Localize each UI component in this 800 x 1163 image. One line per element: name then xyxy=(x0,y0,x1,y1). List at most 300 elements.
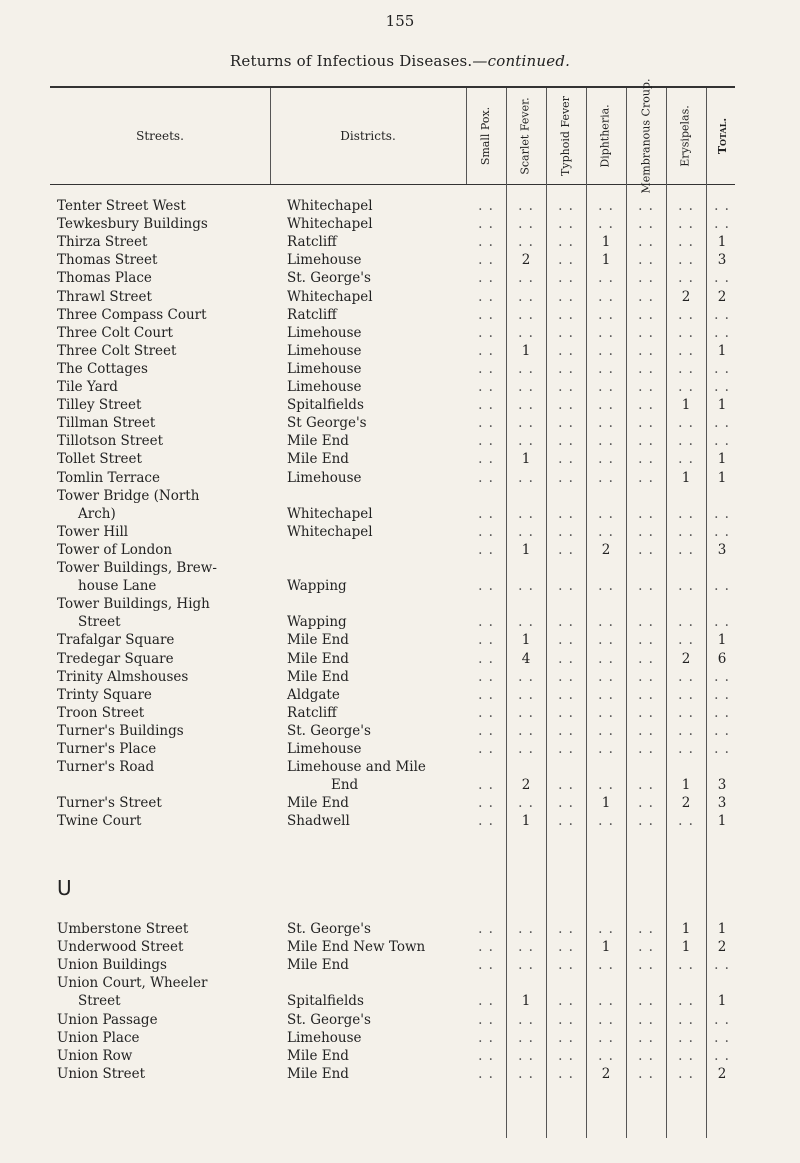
district-name: Limehouse xyxy=(287,324,362,341)
empty-cell: . . xyxy=(558,342,574,359)
street-name: Umberstone Street xyxy=(57,921,189,937)
empty-cell: . . xyxy=(638,1029,654,1046)
empty-cell: . . xyxy=(598,505,614,522)
column-divider xyxy=(546,88,547,1138)
district-name: Shadwell xyxy=(287,813,350,830)
street-name: Tower of London xyxy=(57,541,173,558)
empty-cell: . . xyxy=(714,523,730,540)
empty-cell: . . xyxy=(478,451,494,468)
empty-cell: . . xyxy=(714,957,730,974)
empty-cell: . . xyxy=(638,813,654,830)
empty-cell: . . xyxy=(598,632,614,649)
street-name: Turner's Road xyxy=(57,759,155,776)
empty-cell: . . xyxy=(714,686,730,703)
empty-cell: . . xyxy=(558,198,574,214)
empty-cell: . . xyxy=(558,1065,574,1082)
district-name: Spitalfields xyxy=(287,397,364,414)
empty-cell: . . xyxy=(678,686,694,703)
empty-cell: . . xyxy=(518,741,534,757)
empty-cell: . . xyxy=(558,324,574,341)
empty-cell: . . xyxy=(638,578,654,595)
column-divider xyxy=(270,88,271,184)
title-suffix: —continued. xyxy=(472,52,571,70)
street-name-cont: Street xyxy=(78,993,121,1010)
empty-cell: . . xyxy=(638,505,654,522)
empty-cell: . . xyxy=(678,216,694,233)
empty-cell: . . xyxy=(598,415,614,432)
street-name: Three Colt Street xyxy=(57,342,177,359)
count-cell: 1 xyxy=(521,993,531,1010)
empty-cell: . . xyxy=(518,704,534,721)
empty-cell: . . xyxy=(714,433,730,450)
empty-cell: . . xyxy=(598,777,614,794)
section-letter: U xyxy=(57,876,72,900)
count-cell: 1 xyxy=(717,921,727,937)
empty-cell: . . xyxy=(638,741,654,757)
empty-cell: . . xyxy=(678,234,694,251)
empty-cell: . . xyxy=(558,939,574,956)
empty-cell: . . xyxy=(518,722,534,739)
empty-cell: . . xyxy=(638,939,654,956)
district-name: Ratcliff xyxy=(287,234,337,251)
empty-cell: . . xyxy=(638,777,654,794)
count-cell: 1 xyxy=(521,451,531,468)
empty-cell: . . xyxy=(598,650,614,667)
empty-cell: . . xyxy=(558,722,574,739)
empty-cell: . . xyxy=(558,379,574,395)
street-name: Union Place xyxy=(57,1029,140,1046)
empty-cell: . . xyxy=(678,433,694,450)
empty-cell: . . xyxy=(558,523,574,540)
empty-cell: . . xyxy=(714,415,730,432)
empty-cell: . . xyxy=(478,469,494,486)
count-cell: 1 xyxy=(681,777,691,794)
empty-cell: . . xyxy=(714,741,730,757)
header-small-pox xyxy=(466,88,506,184)
empty-cell: . . xyxy=(518,939,534,956)
empty-cell: . . xyxy=(638,324,654,341)
district-name: Limehouse xyxy=(287,469,362,486)
empty-cell: . . xyxy=(678,813,694,830)
empty-cell: . . xyxy=(478,1065,494,1082)
empty-cell: . . xyxy=(478,433,494,450)
empty-cell: . . xyxy=(478,777,494,794)
street-name: Tillman Street xyxy=(57,415,156,432)
empty-cell: . . xyxy=(678,578,694,595)
empty-cell: . . xyxy=(678,342,694,359)
empty-cell: . . xyxy=(558,813,574,830)
empty-cell: . . xyxy=(678,1065,694,1082)
empty-cell: . . xyxy=(714,379,730,395)
street-name: Tower Buildings, High xyxy=(57,596,210,613)
empty-cell: . . xyxy=(478,198,494,214)
count-cell: 1 xyxy=(717,397,727,414)
empty-cell: . . xyxy=(598,704,614,721)
street-name-cont: house Lane xyxy=(78,578,157,595)
empty-cell: . . xyxy=(638,704,654,721)
empty-cell: . . xyxy=(638,451,654,468)
empty-cell: . . xyxy=(518,686,534,703)
street-name: Turner's Place xyxy=(57,741,157,757)
header-scarlet-fever xyxy=(506,88,546,184)
empty-cell: . . xyxy=(558,252,574,269)
empty-cell: . . xyxy=(638,469,654,486)
empty-cell: . . xyxy=(478,1047,494,1064)
empty-cell: . . xyxy=(598,397,614,414)
empty-cell: . . xyxy=(518,198,534,214)
count-cell: 1 xyxy=(521,342,531,359)
empty-cell: . . xyxy=(598,578,614,595)
empty-cell: . . xyxy=(478,234,494,251)
empty-cell: . . xyxy=(714,578,730,595)
empty-cell: . . xyxy=(714,306,730,323)
district-name: Whitechapel xyxy=(287,216,373,233)
district-name: Spitalfields xyxy=(287,993,364,1010)
street-name: Turner's Buildings xyxy=(57,722,184,739)
empty-cell: . . xyxy=(558,614,574,631)
empty-cell: . . xyxy=(478,379,494,395)
empty-cell: . . xyxy=(478,1011,494,1028)
street-name: Tile Yard xyxy=(57,379,118,395)
empty-cell: . . xyxy=(558,360,574,377)
street-name: Thomas Street xyxy=(57,252,158,269)
empty-cell: . . xyxy=(518,234,534,251)
empty-cell: . . xyxy=(518,270,534,287)
empty-cell: . . xyxy=(638,234,654,251)
district-name: Aldgate xyxy=(287,686,340,703)
empty-cell: . . xyxy=(518,795,534,812)
district-name: St George's xyxy=(287,415,367,432)
empty-cell: . . xyxy=(714,614,730,631)
empty-cell: . . xyxy=(598,993,614,1010)
district-name: Mile End xyxy=(287,957,349,974)
count-cell: 2 xyxy=(717,1065,727,1082)
empty-cell: . . xyxy=(598,668,614,685)
empty-cell: . . xyxy=(478,668,494,685)
empty-cell: . . xyxy=(638,541,654,558)
empty-cell: . . xyxy=(598,1011,614,1028)
empty-cell: . . xyxy=(478,650,494,667)
empty-cell: . . xyxy=(518,433,534,450)
count-cell: 2 xyxy=(681,650,691,667)
header-diphtheria xyxy=(586,88,626,184)
empty-cell: . . xyxy=(678,451,694,468)
district-name: Limehouse xyxy=(287,360,362,377)
empty-cell: . . xyxy=(638,379,654,395)
empty-cell: . . xyxy=(714,1011,730,1028)
street-name: Tewkesbury Buildings xyxy=(57,216,208,233)
empty-cell: . . xyxy=(638,306,654,323)
count-cell: 1 xyxy=(521,813,531,830)
empty-cell: . . xyxy=(638,397,654,414)
count-cell: 1 xyxy=(601,234,611,251)
count-cell: 1 xyxy=(521,632,531,649)
empty-cell: . . xyxy=(678,541,694,558)
empty-cell: . . xyxy=(478,505,494,522)
page-number: 155 xyxy=(385,12,415,30)
count-cell: 2 xyxy=(681,795,691,812)
empty-cell: . . xyxy=(638,993,654,1010)
street-name: Underwood Street xyxy=(57,939,184,956)
empty-cell: . . xyxy=(558,704,574,721)
empty-cell: . . xyxy=(558,469,574,486)
column-divider xyxy=(466,88,467,184)
column-divider xyxy=(626,88,627,1138)
empty-cell: . . xyxy=(714,198,730,214)
empty-cell: . . xyxy=(518,288,534,305)
count-cell: 1 xyxy=(681,397,691,414)
empty-cell: . . xyxy=(518,1011,534,1028)
street-name: Trinity Almshouses xyxy=(57,668,189,685)
empty-cell: . . xyxy=(478,704,494,721)
district-name: St. George's xyxy=(287,722,371,739)
empty-cell: . . xyxy=(678,324,694,341)
empty-cell: . . xyxy=(478,360,494,377)
district-name: Limehouse xyxy=(287,1029,362,1046)
count-cell: 2 xyxy=(601,1065,611,1082)
empty-cell: . . xyxy=(598,686,614,703)
empty-cell: . . xyxy=(678,741,694,757)
column-divider xyxy=(506,88,507,1138)
street-name: Tollet Street xyxy=(57,451,142,468)
empty-cell: . . xyxy=(478,541,494,558)
empty-cell: . . xyxy=(478,722,494,739)
empty-cell: . . xyxy=(678,614,694,631)
empty-cell: . . xyxy=(638,433,654,450)
count-cell: 1 xyxy=(717,469,727,486)
empty-cell: . . xyxy=(558,741,574,757)
empty-cell: . . xyxy=(714,668,730,685)
district-name-cont: End xyxy=(331,777,359,794)
district-name: Mile End xyxy=(287,451,349,468)
header-scarlet-fever-label: Scarlet Fever. xyxy=(519,97,532,175)
empty-cell: . . xyxy=(478,957,494,974)
district-name: Mile End xyxy=(287,433,349,450)
header-typhoid-fever xyxy=(546,88,586,184)
district-name: Wapping xyxy=(287,614,347,631)
empty-cell: . . xyxy=(598,306,614,323)
empty-cell: . . xyxy=(638,342,654,359)
empty-cell: . . xyxy=(678,198,694,214)
empty-cell: . . xyxy=(478,795,494,812)
empty-cell: . . xyxy=(598,523,614,540)
count-cell: 1 xyxy=(521,541,531,558)
page-title xyxy=(0,52,800,70)
empty-cell: . . xyxy=(714,505,730,522)
empty-cell: . . xyxy=(638,614,654,631)
empty-cell: . . xyxy=(714,1029,730,1046)
empty-cell: . . xyxy=(518,957,534,974)
empty-cell: . . xyxy=(518,216,534,233)
empty-cell: . . xyxy=(714,216,730,233)
empty-cell: . . xyxy=(638,1047,654,1064)
count-cell: 1 xyxy=(717,342,727,359)
empty-cell: . . xyxy=(598,957,614,974)
empty-cell: . . xyxy=(598,433,614,450)
count-cell: 1 xyxy=(717,813,727,830)
street-name: Union Street xyxy=(57,1065,146,1082)
district-name: Limehouse xyxy=(287,342,362,359)
count-cell: 2 xyxy=(521,252,531,269)
district-name: Ratcliff xyxy=(287,704,337,721)
district-name: St. George's xyxy=(287,270,371,287)
empty-cell: . . xyxy=(558,306,574,323)
empty-cell: . . xyxy=(478,939,494,956)
empty-cell: . . xyxy=(598,216,614,233)
empty-cell: . . xyxy=(558,777,574,794)
empty-cell: . . xyxy=(638,795,654,812)
header-small-pox-label: Small Pox. xyxy=(479,106,492,166)
street-name: Troon Street xyxy=(57,704,145,721)
empty-cell: . . xyxy=(678,632,694,649)
empty-cell: . . xyxy=(478,270,494,287)
empty-cell: . . xyxy=(558,795,574,812)
empty-cell: . . xyxy=(598,741,614,757)
count-cell: 3 xyxy=(717,795,727,812)
empty-cell: . . xyxy=(598,469,614,486)
empty-cell: . . xyxy=(518,306,534,323)
district-name: Mile End xyxy=(287,668,349,685)
count-cell: 1 xyxy=(717,632,727,649)
empty-cell: . . xyxy=(478,614,494,631)
street-name: Trafalgar Square xyxy=(57,632,175,649)
district-name: Whitechapel xyxy=(287,288,373,305)
count-cell: 6 xyxy=(717,650,727,667)
street-name: Tower Bridge (North xyxy=(57,487,200,504)
count-cell: 2 xyxy=(521,777,531,794)
empty-cell: . . xyxy=(558,1047,574,1064)
district-name: Mile End xyxy=(287,795,349,812)
empty-cell: . . xyxy=(678,668,694,685)
empty-cell: . . xyxy=(558,234,574,251)
empty-cell: . . xyxy=(558,686,574,703)
district-name: Limehouse and Mile xyxy=(287,759,426,776)
empty-cell: . . xyxy=(678,993,694,1010)
empty-cell: . . xyxy=(478,686,494,703)
empty-cell: . . xyxy=(638,668,654,685)
header-total xyxy=(706,88,741,184)
street-name: Tower Buildings, Brew- xyxy=(57,560,217,576)
empty-cell: . . xyxy=(598,198,614,214)
empty-cell: . . xyxy=(714,704,730,721)
count-cell: 2 xyxy=(717,939,727,956)
street-name: Trinty Square xyxy=(57,686,152,703)
empty-cell: . . xyxy=(678,704,694,721)
empty-cell: . . xyxy=(598,324,614,341)
empty-cell: . . xyxy=(714,360,730,377)
empty-cell: . . xyxy=(638,415,654,432)
empty-cell: . . xyxy=(518,415,534,432)
header-erysipelas xyxy=(666,88,706,184)
count-cell: 1 xyxy=(717,451,727,468)
empty-cell: . . xyxy=(598,614,614,631)
empty-cell: . . xyxy=(638,957,654,974)
empty-cell: . . xyxy=(558,415,574,432)
column-divider xyxy=(586,88,587,1138)
empty-cell: . . xyxy=(478,252,494,269)
empty-cell: . . xyxy=(518,578,534,595)
district-name: Wapping xyxy=(287,578,347,595)
header-membranous-croup xyxy=(626,78,666,194)
empty-cell: . . xyxy=(558,650,574,667)
empty-cell: . . xyxy=(598,288,614,305)
count-cell: 2 xyxy=(717,288,727,305)
street-name: Tenter Street West xyxy=(57,198,186,214)
empty-cell: . . xyxy=(638,1011,654,1028)
empty-cell: . . xyxy=(558,993,574,1010)
empty-cell: . . xyxy=(678,523,694,540)
empty-cell: . . xyxy=(678,306,694,323)
district-name: Ratcliff xyxy=(287,306,337,323)
column-divider xyxy=(666,88,667,1138)
street-name: Three Colt Court xyxy=(57,324,173,341)
street-name-cont: Arch) xyxy=(78,505,116,522)
empty-cell: . . xyxy=(638,216,654,233)
empty-cell: . . xyxy=(638,523,654,540)
empty-cell: . . xyxy=(638,198,654,214)
street-name: Thirza Street xyxy=(57,234,148,251)
street-name: Union Court, Wheeler xyxy=(57,975,208,992)
empty-cell: . . xyxy=(518,1047,534,1064)
empty-cell: . . xyxy=(518,1065,534,1082)
header-streets: Streets. xyxy=(136,129,184,143)
street-name: Union Buildings xyxy=(57,957,167,974)
empty-cell: . . xyxy=(518,469,534,486)
header-total-label: Total. xyxy=(716,117,730,155)
empty-cell: . . xyxy=(518,668,534,685)
district-name: Mile End xyxy=(287,1047,349,1064)
district-name: Whitechapel xyxy=(287,505,373,522)
empty-cell: . . xyxy=(638,632,654,649)
empty-cell: . . xyxy=(558,505,574,522)
empty-cell: . . xyxy=(518,1029,534,1046)
street-name: Tredegar Square xyxy=(57,650,174,667)
count-cell: 1 xyxy=(681,921,691,937)
empty-cell: . . xyxy=(478,523,494,540)
empty-cell: . . xyxy=(558,451,574,468)
district-name: Mile End New Town xyxy=(287,939,426,956)
district-name: Limehouse xyxy=(287,379,362,395)
empty-cell: . . xyxy=(558,216,574,233)
district-name: Limehouse xyxy=(287,252,362,269)
empty-cell: . . xyxy=(558,1029,574,1046)
district-name: Limehouse xyxy=(287,741,362,757)
empty-cell: . . xyxy=(714,270,730,287)
empty-cell: . . xyxy=(518,614,534,631)
count-cell: 3 xyxy=(717,777,727,794)
count-cell: 2 xyxy=(601,541,611,558)
empty-cell: . . xyxy=(678,957,694,974)
empty-cell: . . xyxy=(678,505,694,522)
empty-cell: . . xyxy=(478,813,494,830)
empty-cell: . . xyxy=(558,1011,574,1028)
empty-cell: . . xyxy=(638,722,654,739)
empty-cell: . . xyxy=(638,1065,654,1082)
empty-cell: . . xyxy=(558,397,574,414)
empty-cell: . . xyxy=(638,252,654,269)
empty-cell: . . xyxy=(638,360,654,377)
empty-cell: . . xyxy=(478,921,494,937)
district-name: Whitechapel xyxy=(287,198,373,214)
count-cell: 1 xyxy=(717,993,727,1010)
empty-cell: . . xyxy=(678,270,694,287)
empty-cell: . . xyxy=(478,578,494,595)
street-name: Three Compass Court xyxy=(57,306,207,323)
count-cell: 4 xyxy=(521,650,531,667)
empty-cell: . . xyxy=(478,993,494,1010)
empty-cell: . . xyxy=(558,668,574,685)
empty-cell: . . xyxy=(518,523,534,540)
